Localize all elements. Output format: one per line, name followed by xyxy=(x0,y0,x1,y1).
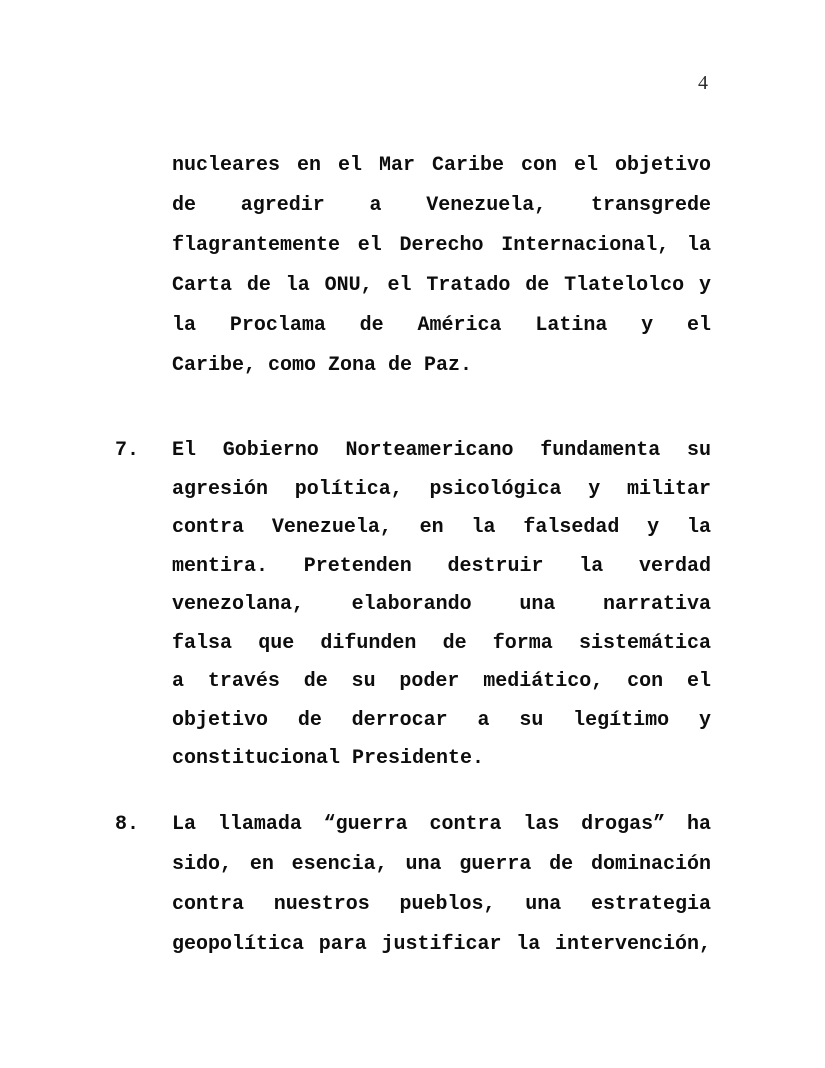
paragraph xyxy=(115,432,711,779)
text-line: constitucional Presidente. xyxy=(172,747,485,770)
text-line: contra nuestros pueblos, una estrategia xyxy=(172,892,711,916)
paragraph-number: 7. xyxy=(115,439,140,462)
text-line: objetivo de derrocar a su legítimo y xyxy=(172,708,711,732)
text-line: agresión política, psicológica y militar xyxy=(172,477,711,501)
text-line: mentira. Pretenden destruir la verdad xyxy=(172,554,711,578)
paragraph-text xyxy=(172,805,711,965)
text-line: flagrantemente el Derecho Internacional, la xyxy=(172,234,711,257)
text-line: El Gobierno Norteamericano fundamenta su xyxy=(172,439,711,462)
text-line: falsa que difunden de forma sistemática xyxy=(172,631,711,655)
text-line: nucleares en el Mar Caribe con el objetivo xyxy=(172,154,711,177)
paragraph-text xyxy=(172,146,711,386)
text-line: la Proclama de América Latina y el xyxy=(172,314,711,337)
text-line: Caribe, como Zona de Paz. xyxy=(172,354,473,377)
paragraph xyxy=(115,805,711,965)
text-line: venezolana, elaborando una narrativa xyxy=(172,593,711,616)
text-line: sido, en esencia, una guerra de dominación xyxy=(172,852,711,876)
paragraph-text xyxy=(172,432,711,779)
paragraph-number: 8. xyxy=(115,812,140,836)
text-line: de agredir a Venezuela, transgrede xyxy=(172,194,711,217)
text-line: La llamada “guerra contra las drogas” ha xyxy=(172,812,711,836)
text-line: geopolítica para justificar la intervención, xyxy=(172,932,711,956)
paragraph xyxy=(115,146,711,386)
text-line: Carta de la ONU, el Tratado de Tlatelolco y xyxy=(172,274,711,297)
page-number: 4 xyxy=(698,72,708,94)
text-line: a través de su poder mediático, con el xyxy=(172,670,711,693)
text-line: contra Venezuela, en la falsedad y la xyxy=(172,516,711,539)
document-body xyxy=(115,146,711,965)
